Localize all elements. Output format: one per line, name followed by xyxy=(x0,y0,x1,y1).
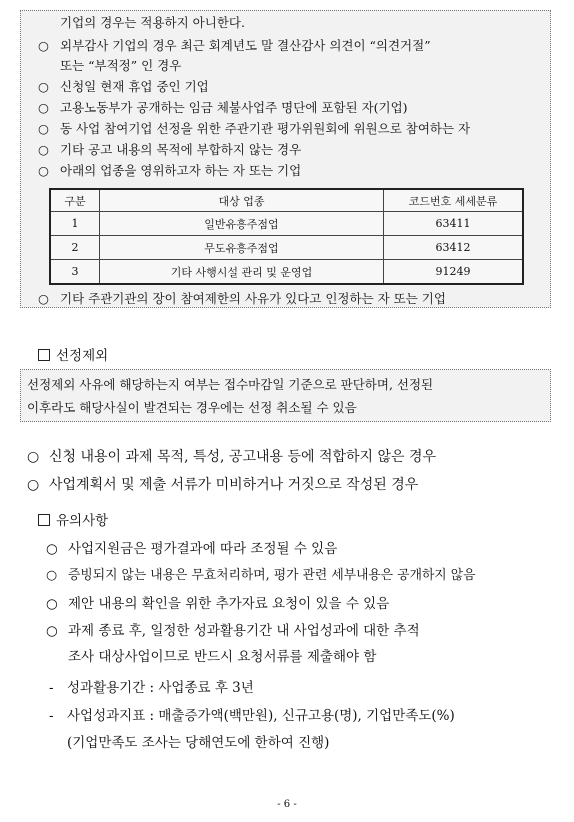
restriction-item-cont: 또는 “부적정” 인 경우 xyxy=(60,58,182,73)
bullet-icon: ○ xyxy=(46,541,58,557)
table-row xyxy=(50,212,523,236)
table-header-row xyxy=(50,189,523,212)
table-cell: 63412 xyxy=(384,236,524,260)
restriction-item: ○ 아래의 업종을 영위하고자 하는 자 또는 기업 xyxy=(38,163,302,178)
exclusion-item: ○ 사업계획서 및 제출 서류가 미비하거나 거짓으로 작성된 경우 xyxy=(27,477,419,493)
bullet-icon: ○ xyxy=(38,121,49,136)
note-item-cont: 조사 대상사업이므로 반드시 요청서류를 제출해야 함 xyxy=(68,649,377,665)
note-item: ○ 과제 종료 후, 일정한 성과활용기간 내 사업성과에 대한 추적 xyxy=(46,623,420,639)
restriction-item: ○ 기타 주관기관의 장이 참여제한의 사유가 있다고 인정하는 자 또는 기업 xyxy=(38,291,446,306)
bullet-icon: ○ xyxy=(46,568,58,583)
bullet-icon: ○ xyxy=(46,623,58,639)
note-item: ○ 사업지원금은 평가결과에 따라 조정될 수 있음 xyxy=(46,541,338,557)
restriction-first-line: 기업의 경우는 적용하지 아니한다. xyxy=(60,15,245,30)
bullet-icon: ○ xyxy=(38,291,49,306)
note-item: ○ 증빙되지 않는 내용은 무효처리하며, 평가 관련 세부내용은 공개하지 않음 xyxy=(46,568,476,583)
bullet-icon: ○ xyxy=(27,449,40,465)
restriction-item: ○ 신청일 현재 휴업 중인 기업 xyxy=(38,79,209,94)
dash-icon: - xyxy=(49,680,54,696)
restriction-item: ○ 고용노동부가 공개하는 임금 체불사업주 명단에 포함된 자(기업) xyxy=(38,100,408,115)
restriction-item: ○ 동 사업 참여기업 선정을 위한 주관기관 평가위원회에 위원으로 참여하는 자 xyxy=(38,121,471,136)
section-title-notes: 유의사항 xyxy=(38,509,108,529)
note-item: ○ 제안 내용의 확인을 위한 추가자료 요청이 있을 수 있음 xyxy=(46,596,390,612)
table-cell: 무도유흥주점업 xyxy=(100,236,384,260)
exclusion-notice-line: 이후라도 해당사실이 발견되는 경우에는 선정 취소될 수 있음 xyxy=(27,400,357,415)
exclusion-item: ○ 신청 내용이 과제 목적, 특성, 공고내용 등에 적합하지 않은 경우 xyxy=(27,449,437,465)
bullet-icon: ○ xyxy=(38,38,49,53)
bullet-icon: ○ xyxy=(27,477,40,493)
note-dash-item: - 사업성과지표 : 매출증가액(백만원), 신규고용(명), 기업만족도(%) xyxy=(49,708,455,724)
bullet-icon: ○ xyxy=(38,142,49,157)
table-row xyxy=(50,236,523,260)
bullet-icon: ○ xyxy=(38,100,49,115)
exclusion-notice-line: 선정제외 사유에 해당하는지 여부는 접수마감일 기준으로 판단하며, 선정된 xyxy=(27,377,434,392)
table-header: 코드번호 세세분류 xyxy=(384,189,524,212)
table-cell: 일반유흥주점업 xyxy=(100,212,384,236)
restriction-item: ○ 기타 공고 내용의 목적에 부합하지 않는 경우 xyxy=(38,142,302,157)
dash-icon: - xyxy=(49,708,54,724)
note-dash-item-cont: (기업만족도 조사는 당해연도에 한하여 진행) xyxy=(67,735,330,751)
note-dash-item: - 성과활용기간 : 사업종료 후 3년 xyxy=(49,680,254,696)
square-bullet-icon xyxy=(38,349,50,361)
table-row xyxy=(50,260,523,285)
table-cell: 1 xyxy=(50,212,100,236)
table-header: 대상 업종 xyxy=(100,189,384,212)
table-cell: 기타 사행시설 관리 및 운영업 xyxy=(100,260,384,285)
table-cell: 63411 xyxy=(384,212,524,236)
bullet-icon: ○ xyxy=(38,163,49,178)
table-header: 구분 xyxy=(50,189,100,212)
table-cell: 2 xyxy=(50,236,100,260)
table-cell: 3 xyxy=(50,260,100,285)
table-cell: 91249 xyxy=(384,260,524,285)
section-title-exclusion: 선정제외 xyxy=(38,344,108,364)
restriction-item: ○ 외부감사 기업의 경우 최근 회계년도 말 결산감사 의견이 “의견거절” xyxy=(38,38,431,53)
bullet-icon: ○ xyxy=(46,596,58,612)
industry-code-table xyxy=(49,188,524,285)
page-number: - 6 - xyxy=(277,799,297,810)
square-bullet-icon xyxy=(38,514,50,526)
bullet-icon: ○ xyxy=(38,79,49,94)
